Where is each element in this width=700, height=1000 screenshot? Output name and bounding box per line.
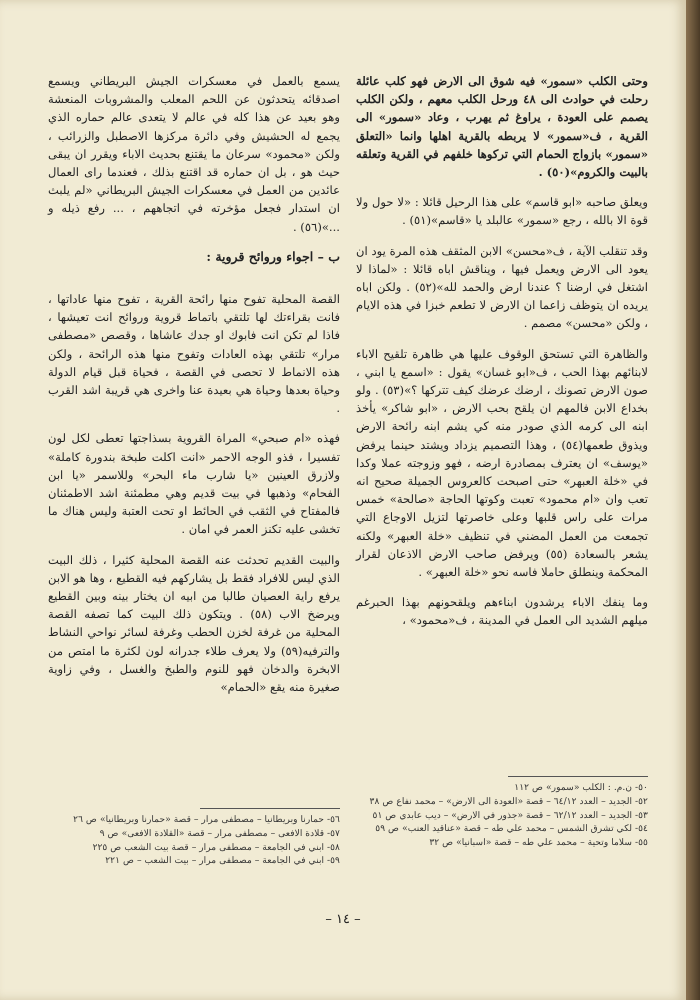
footnote: ٥٨- ابني في الجامعة – مصطفى مرار – قصة بيت الشعب ص ٢٢٥ xyxy=(92,841,340,853)
section-subheading: ب – اجواء وروائح قروية : xyxy=(206,248,340,264)
paragraph-abu-qasem: ويعلق صاحبه «ابو قاسم» على هذا الرحيل قائلا : «لا حول ولا قوة الا بالله ، رجع «سمور» عالبلد يا «قاسم»(٥١) . xyxy=(356,195,648,228)
footnote: ٥٩- ابني في الجامعة – مصطفى مرار – بيت الشعب – ص ٢٢١ xyxy=(105,855,340,867)
footnote: ٥٦- حمارنا وبريطانيا – مصطفى مرار – قصة «حمارنا وبريطانيا» ص ٢٦ xyxy=(73,814,340,825)
footnote: ٥٧- قلادة الافعى – مصطفى مرار – قصة «القلادة الافعى» ص ٩ xyxy=(99,827,340,839)
page-number: – ١٤ – xyxy=(325,912,361,927)
page-edge xyxy=(686,0,700,1000)
footnote: ٥٣- الجديد – العدد ٦٢/١٢ – قصة «جذور في الارض» – ديب عابدي ص ٥١ xyxy=(372,809,648,821)
paragraph-fathers-love: والظاهرة التي تستحق الوقوف عليها هي ظاهرة تلقيح الاباء لابنائهم بهذا الحب ، ف«ابو غسان» يقول : «اسمع يا ابني ، صون الارض تصونك ، ارضك عرضك كيف تتركها ؟»(٥٣) . ولو بخداع الابن فالمهم ان يلقح بحب الارض ، «ابو شاكر» يأخذ ابنه الى كرمه الذي صودر منه كي يشم ابنه رائحة الارض ويذوق طعمها(٥٤) ، وهذا التصميم يزداد ويشتد حينما يرفض «يوسف» ان يعترف بمصادرة ارضه ، فهو وزوجته عملا وكدا في «خلة العبهر» حتى اصبحت كالعروس الجميلة صحيح انه تعب وان «ام محمود» تعبت وكوتها الحاجة «صالحة» خمس مرات على راس قلبها وعلى خاصرتها لتزيل الاوجاع التي تجمعت من العمل المضني في تنظيف «خلة العبهر» ولكنه يشعر بالسعادة (٥٥) ويرفض صاحب الارض الاذعان لقرار المحكمة وينطلق حاملا فاسه نحو «خلة العبهر» . xyxy=(356,346,649,580)
footnote: ٥٢- الجديد – العدد ٦٤/١٢ – قصة «العودة الى الارض» – محمد نفاع ص ٣٨ xyxy=(369,795,648,807)
footnote-divider xyxy=(200,808,340,809)
right-column xyxy=(356,72,648,642)
paragraph-mohsen: وقد تنقلب الآية ، ف«محسن» الابن المثقف هذه المرة يود ان يعود الى الارض ويعمل فيها ، ويناقش اباه قائلا : «لماذا لا اشتغل في ارضنا ؟ عندنا ارض والحمد لله»(٥٢) . ولكن اباه يريده ان يتوظف زاعما ان الارض لا تطعم خبزا في هذه الايام ، ولكن «محسن» مصمم . xyxy=(356,243,648,331)
paragraph-mahmoud: وما ينفك الاباء يرشدون ابناءهم ويلقحونهم بهذا الحبرغم ميلهم الشديد الى العمل في المدينة ، ف«محمود» ، xyxy=(356,595,648,628)
paragraph-old-house: والبيت القديم تحدثت عنه القصة المحلية كثيرا ، ذلك البيت الذي ليس للافراد فقط بل يشاركهم فيه القطيع ، وها هو الابن يرفع راية العصيان طالبا من ابيه ان يختار بينه وبين القطيع ويرضخ الاب (٥٨) . ويتكون ذلك البيت كما تصفه القصة المحلية من غرفة لخزن الحطب وغرفة لسائر نواحي النشاط والترفيه(٥٩) ولا يعرف طلاء جدرانه لون لكثرة ما امتص من الابخرة والدخان فهو للنوم والطبخ والغسل ، وفي زاوية صغيرة منه يقع «الحمام» xyxy=(48,552,340,695)
paragraph-samour: وحتى الكلب «سمور» فيه شوق الى الارض فهو كلب عائلة رحلت في حوادث الى ٤٨ ورحل الكلب معهم ، ولكن الكلب يصمم على العودة ، يراوغ ثم يهرب ، وعاد «سمور» الى القرية ، ف«سمور» لا يربطه بالقرية اهلها وانما «التعلق «سمور» بازواج الحمام التي تركوها خلفهم في القرية وتعلقه بالبيت والكروم»(٥٠) . xyxy=(356,74,648,180)
footnotes-right xyxy=(356,776,648,850)
footnote: ٥٥- سلاما وتحية – محمد علي طه – قصة «اسبانيا» ص ٣٢ xyxy=(429,837,648,849)
footnote-divider xyxy=(508,776,648,777)
paragraph-village-scents: القصة المحلية تفوح منها رائحة القرية ، تفوح منها عاداتها ، فانت بقراءتك لها تلتقي باتماط قروية وروائح انت تعيشها ، فاذا لم تكن انت فابوك او جدك عاشاها ، وقصص «مصطفى مرار» تلتقي بهذه العادات وتفوح منها هذه الرائحة ، ولكن هذه الانماط لا تحصى في القصة ، فحياة قبل قيام الدولة وحياة بعدها وحياة هي بعيدة عنا واخرى هي قريبة اشد القرب . xyxy=(48,292,340,416)
paragraph-intro: يسمع بالعمل في معسكرات الجيش البريطاني ويسمع اصدقائه يتحدثون عن اللحم المعلب والمشروبات المنعشة وهو بعيد عن هذا كله في عالم لا يتعدى عالم حماره الذي يجمع له الحشيش وفي دائرة مركزها الاصطبل والزرائب ، ولكن «محمود» سرعان ما يقتنع بحديث الاباء ويقرر ان يبقى حيث هو ، بل ان حماره قد اقتنع بذلك ، فعندما راى العمال عائدين من العمل في معسكرات الجيش البريطاني «لم يلبث ان استدار فجعل مؤخرته في اتجاههم ، ... رفع ذيله و ...»(٥٦) . xyxy=(48,74,340,234)
footnotes-left xyxy=(48,808,340,868)
left-column xyxy=(48,72,340,708)
footnote: ٥٠- ن.م. : الكلب «سمور» ص ١١٢ xyxy=(514,782,648,793)
footnote: ٥٤- لكي تشرق الشمس – محمد علي طه – قصة «عناقيد العنب» ص ٥٩ xyxy=(375,823,648,835)
paragraph-umm-subhi: فهذه «ام صبحي» المراة القروية بسذاجتها تعطى لكل لون تفسيرا ، فذو الوجه الاحمر «انت اكلت طبخة بندورة كاملة» ولازرق العينين «يا شارب ماء البحر» وللاسمر «يا ابن الفحام» وذهبها في بيت قديم وهي مطمئنة اشد الاطمئنان فالمفتاح في الثقب في الحائط او تحت العتبة وليس هناك ما تخشى عليه تكنز العمر في امان . xyxy=(48,431,340,537)
